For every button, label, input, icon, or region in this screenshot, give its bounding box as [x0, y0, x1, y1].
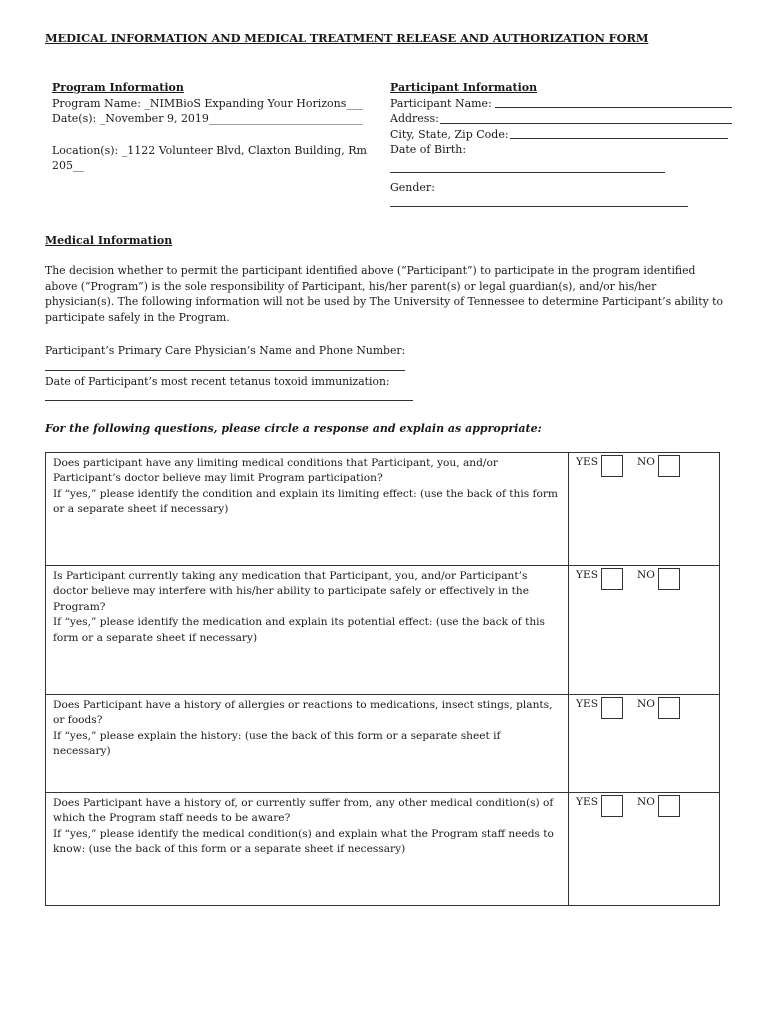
city-row — [390, 127, 732, 143]
question-4-no-checkbox[interactable] — [658, 795, 680, 817]
question-2-line-3: Program? — [53, 600, 106, 613]
question-2-line-5: form or a separate sheet if necessary) — [53, 631, 258, 644]
question-1-line-3: If “yes,” please identify the condition and explain its limiting effect: (use the back of this form — [53, 487, 558, 500]
medical-info-paragraph: The decision whether to permit the participant identified above (“Participant”) to participate in the program identified above (“Program”) is the sole responsibility of Participant, his/her parent(s) or legal guardian(s), and/or his/her physician(s). The following information will not be used by The University of Tennessee to determine Participant’s ability to participate safely in the Program. — [45, 264, 723, 324]
question-instructions: For the following questions, please circle a response and explain as appropriate: — [45, 422, 542, 435]
question-3-yes-checkbox[interactable] — [601, 697, 623, 719]
dob-field[interactable] — [390, 172, 665, 173]
participant-name-field[interactable] — [495, 107, 732, 108]
question-1-line-2: Participant’s doctor believe may limit Program participation? — [53, 472, 383, 485]
program-info-heading: Program Information — [52, 81, 184, 94]
yes-label: YES — [576, 456, 598, 468]
physician-section — [45, 343, 413, 401]
question-2-text — [46, 566, 569, 695]
question-4-yes-checkbox[interactable] — [601, 795, 623, 817]
gender-label: Gender: — [390, 180, 435, 194]
city-field[interactable] — [510, 138, 728, 139]
question-2-answer — [569, 566, 720, 695]
question-2-line-1: Is Participant currently taking any medication that Participant, you, and/or Participant’s — [53, 570, 528, 582]
question-row-3 — [46, 695, 720, 793]
dob-label: Date of Birth: — [390, 143, 467, 156]
medical-questions-table — [45, 452, 720, 906]
yes-label: YES — [576, 698, 598, 710]
address-row — [390, 111, 732, 127]
tetanus-field[interactable] — [45, 400, 413, 401]
participant-name-row — [390, 96, 732, 112]
question-row-4 — [46, 793, 720, 906]
question-4-line-4: know: (use the back of this form or a separate sheet if necessary) — [53, 843, 406, 856]
participant-info — [390, 80, 732, 207]
tetanus-label: Date of Participant’s most recent tetanus toxoid immunization: — [45, 374, 390, 388]
question-1-yes-checkbox[interactable] — [601, 455, 623, 477]
program-location-continued: 205__ — [52, 159, 84, 172]
question-3-line-2: or foods? — [53, 714, 103, 727]
question-3-line-3: If “yes,” please explain the history: (use the back of this form or a separate sheet if necessary) — [53, 729, 501, 758]
question-3-text — [46, 695, 569, 793]
question-3-no-checkbox[interactable] — [658, 697, 680, 719]
question-4-line-2: which the Program staff needs to be aware? — [53, 812, 291, 825]
address-field[interactable] — [440, 123, 732, 124]
no-label: NO — [636, 569, 655, 581]
question-1-line-4: or a separate sheet if necessary) — [53, 503, 229, 516]
question-2-line-2: doctor believe may interfere with his/her ability to participate safely or effectively in the — [53, 585, 529, 598]
no-label: NO — [636, 456, 655, 468]
question-row-1 — [46, 453, 720, 566]
question-4-line-3: If “yes,” please identify the medical condition(s) and explain what the Program staff needs to — [53, 827, 554, 840]
question-row-2 — [46, 566, 720, 695]
question-1-no-checkbox[interactable] — [658, 455, 680, 477]
program-dates: Date(s): _November 9, 2019____________________________ — [52, 112, 363, 125]
question-2-no-checkbox[interactable] — [658, 568, 680, 590]
participant-name-label: Participant Name: — [390, 96, 492, 110]
question-4-text — [46, 793, 569, 906]
city-label: City, State, Zip Code: — [390, 127, 509, 141]
gender-field[interactable] — [390, 206, 688, 207]
program-name: Program Name: _NIMBioS Expanding Your Horizons___ — [52, 96, 363, 110]
question-2-yes-checkbox[interactable] — [601, 568, 623, 590]
participant-info-heading: Participant Information — [390, 81, 538, 94]
yes-label: YES — [576, 569, 598, 581]
question-2-line-4: If “yes,” please identify the medication and explain its potential effect: (use the back of this — [53, 616, 545, 629]
no-label: NO — [636, 796, 655, 808]
question-3-answer — [569, 695, 720, 793]
form-title: MEDICAL INFORMATION AND MEDICAL TREATMENT RELEASE AND AUTHORIZATION FORM — [45, 31, 649, 45]
program-info — [52, 80, 367, 174]
question-3-line-1: Does Participant have a history of allergies or reactions to medications, insect stings, plants, — [53, 699, 553, 711]
no-label: NO — [636, 698, 655, 710]
medical-info-heading: Medical Information — [45, 234, 173, 247]
physician-label: Participant’s Primary Care Physician’s Name and Phone Number: — [45, 344, 406, 357]
question-1-answer — [569, 453, 720, 566]
address-label: Address: — [390, 112, 439, 125]
physician-field[interactable] — [45, 370, 405, 371]
yes-label: YES — [576, 796, 598, 808]
question-4-line-1: Does Participant have a history of, or currently suffer from, any other medical condition(s) of — [53, 797, 554, 809]
program-location: Location(s): _1122 Volunteer Blvd, Claxton Building, Rm — [52, 143, 367, 157]
question-1-line-1: Does participant have any limiting medical conditions that Participant, you, and/or — [53, 457, 498, 469]
question-1-text — [46, 453, 569, 566]
question-4-answer — [569, 793, 720, 906]
